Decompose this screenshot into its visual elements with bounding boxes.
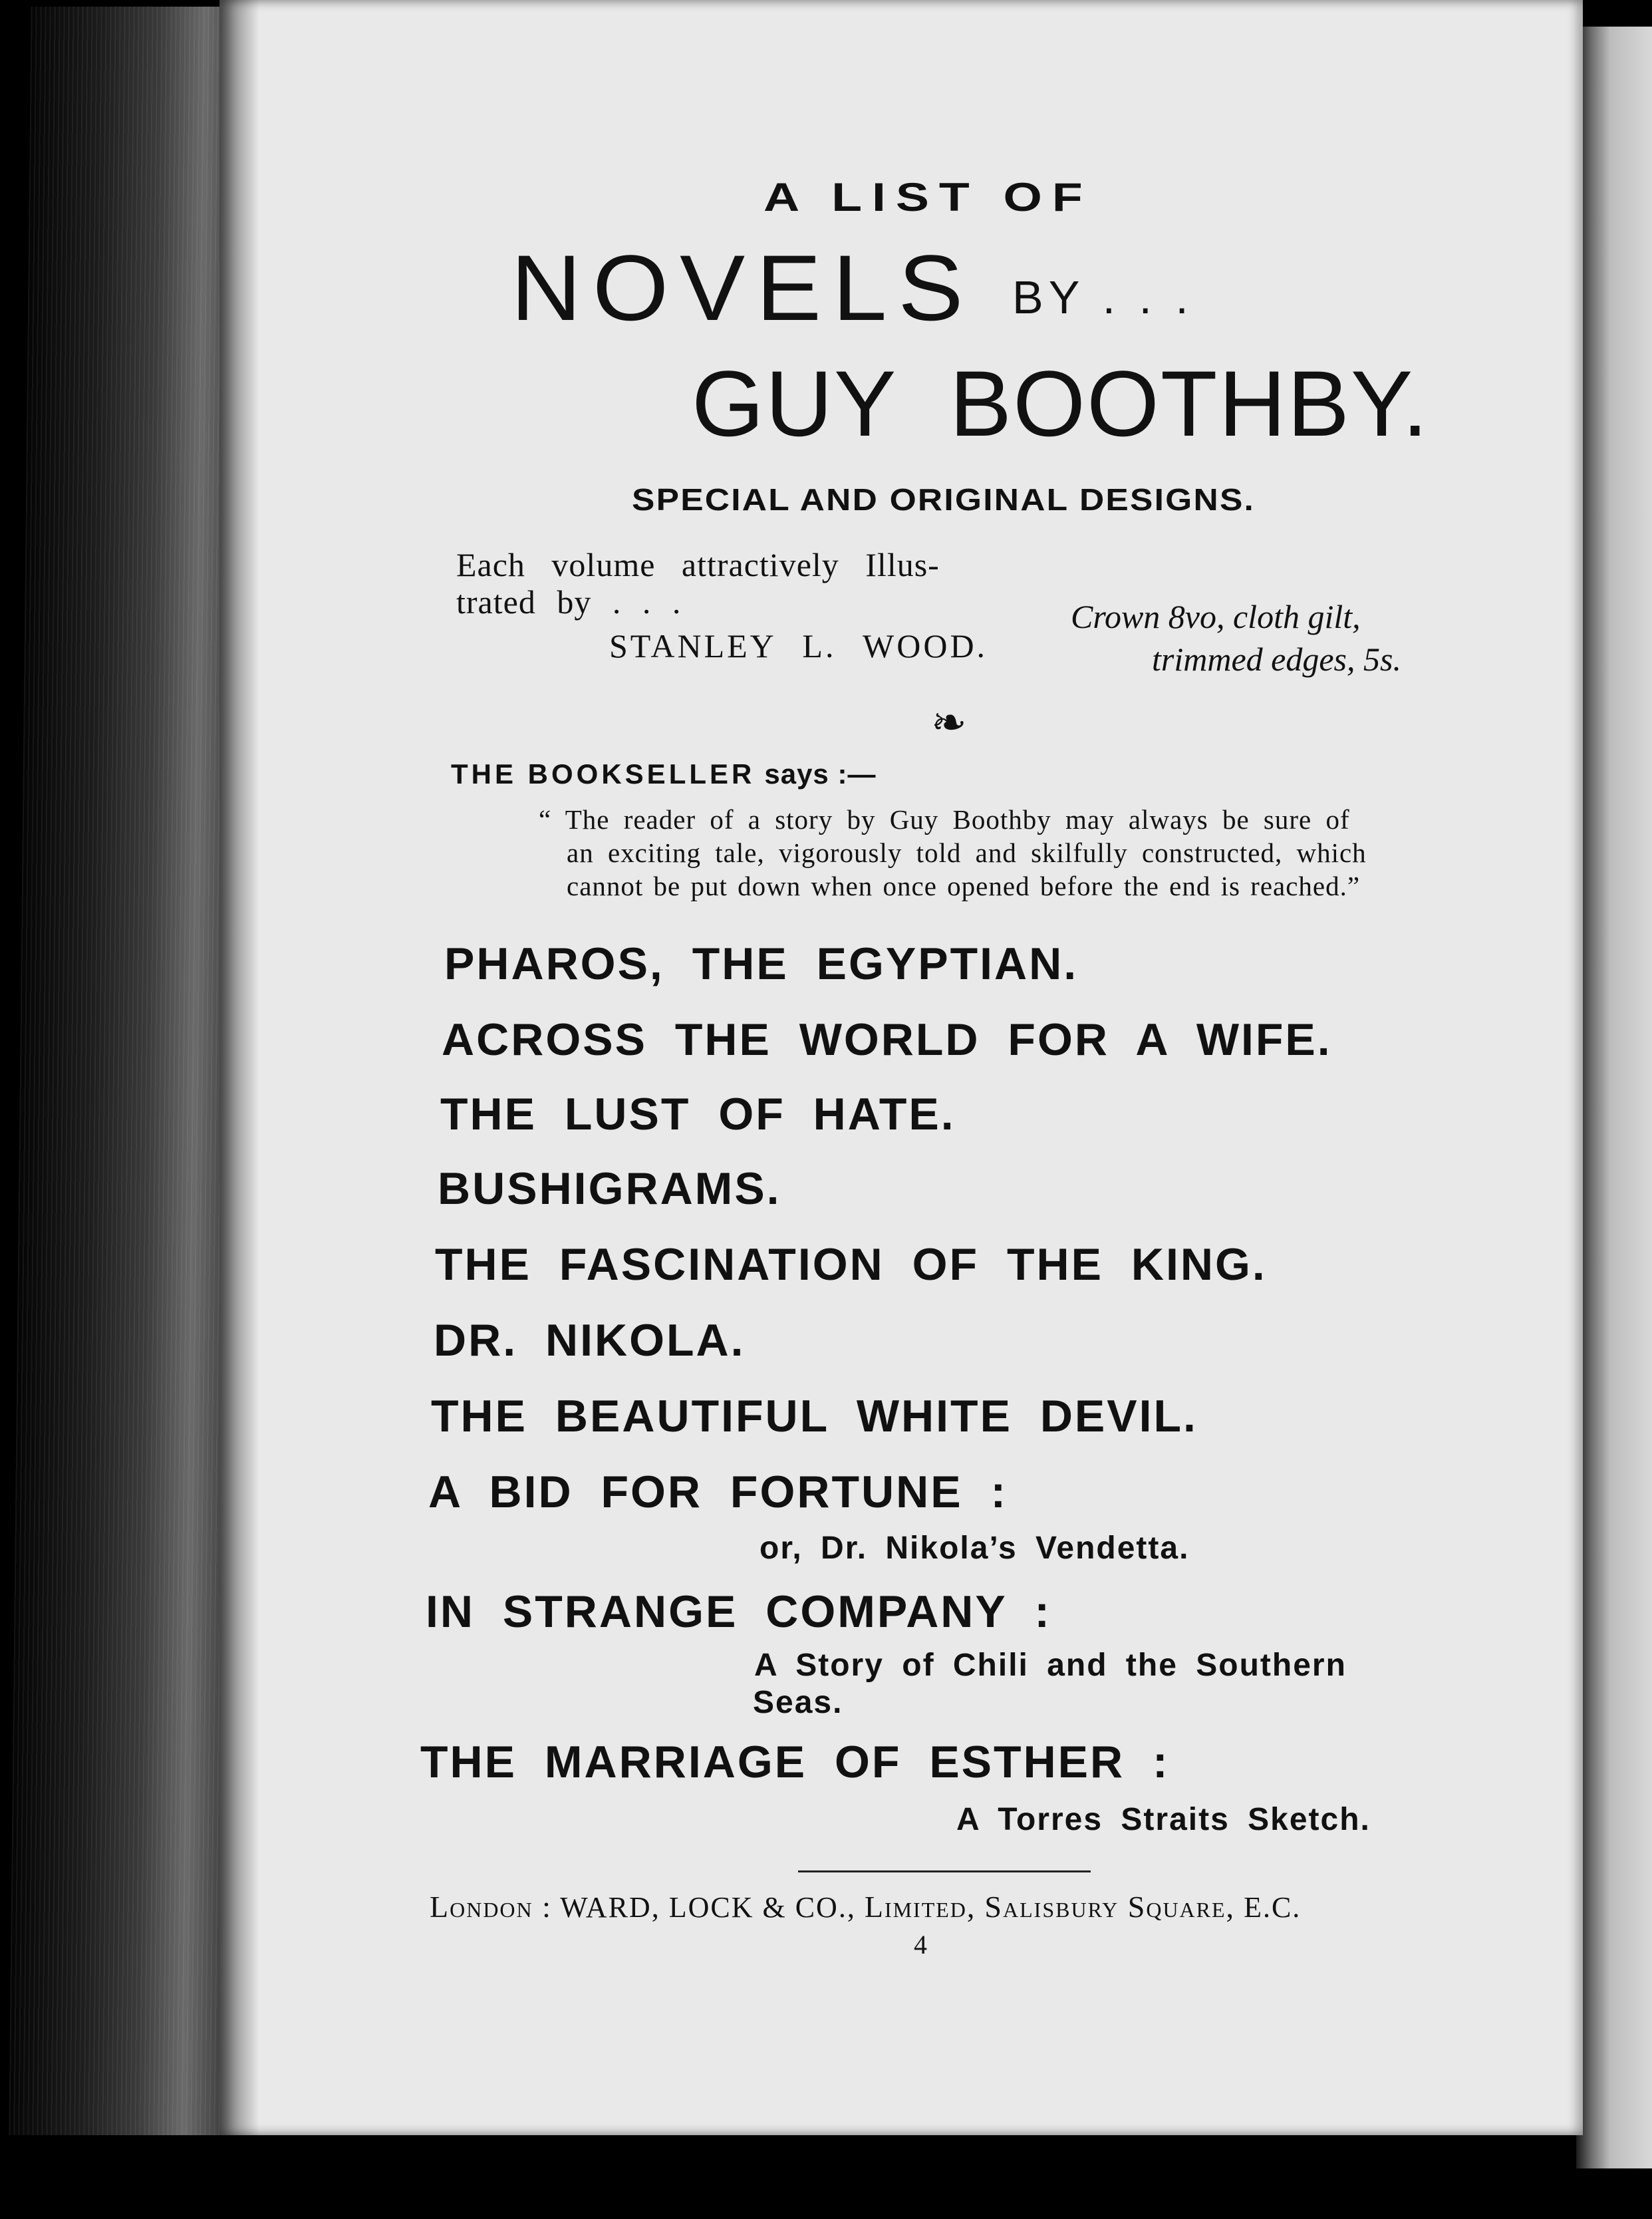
heading-novels: NOVELS xyxy=(511,235,975,340)
illustration-line-1: Each volume attractively Illus- xyxy=(456,546,940,583)
novel-title: ACROSS THE WORLD FOR A WIFE. xyxy=(442,1014,1332,1065)
novel-title: A BID FOR FORTUNE : xyxy=(428,1467,1008,1517)
heading-by: BY . . . xyxy=(1012,271,1194,323)
divider-rule xyxy=(798,1870,1091,1872)
imprint-district: E.C. xyxy=(1244,1891,1302,1924)
fleuron-ornament: ❧ xyxy=(931,699,967,746)
heading-list-of: A LIST OF xyxy=(763,175,1093,220)
page-number: 4 xyxy=(914,1930,927,1960)
publisher-imprint xyxy=(430,1889,1301,1924)
novel-title: BUSHIGRAMS. xyxy=(438,1163,781,1214)
format-line-2: trimmed edges, 5s. xyxy=(1152,641,1401,678)
novel-title: DR. NIKOLA. xyxy=(434,1315,746,1366)
novel-title: THE LUST OF HATE. xyxy=(440,1089,956,1139)
novel-title: PHAROS, THE EGYPTIAN. xyxy=(444,939,1079,989)
format-line-1: Crown 8vo, cloth gilt, xyxy=(1071,598,1361,635)
review-quote-line: cannot be put down when once opened before the end is reached.” xyxy=(567,871,1361,901)
novel-subtitle: Seas. xyxy=(753,1685,843,1720)
imprint-london: London : xyxy=(430,1890,552,1924)
illustration-line-2: trated by . . . xyxy=(456,583,682,621)
novel-title: THE MARRIAGE OF ESTHER : xyxy=(420,1737,1170,1787)
heading-novels-line xyxy=(511,234,1194,342)
novel-subtitle: or, Dr. Nikola’s Vendetta. xyxy=(759,1531,1190,1566)
illustrator-name: STANLEY L. WOOD. xyxy=(609,627,988,665)
novel-title: THE BEAUTIFUL WHITE DEVIL. xyxy=(431,1391,1198,1441)
imprint-limited: Limited, xyxy=(864,1890,976,1924)
subheading: SPECIAL AND ORIGINAL DESIGNS. xyxy=(632,482,1256,517)
review-quote-line: an exciting tale, vigorously told and skilfully constructed, which xyxy=(567,837,1367,868)
review-says: says :— xyxy=(764,758,877,790)
novel-subtitle: A Story of Chili and the Southern xyxy=(754,1648,1347,1683)
author-name: GUY BOOTHBY. xyxy=(692,351,1430,456)
novel-subtitle: A Torres Straits Sketch. xyxy=(956,1802,1371,1837)
review-quote-line: “ The reader of a story by Guy Boothby may always be sure of xyxy=(539,804,1350,835)
novel-title: THE FASCINATION OF THE KING. xyxy=(435,1239,1267,1290)
novel-title: IN STRANGE COMPANY : xyxy=(426,1586,1052,1637)
review-source: THE BOOKSELLER xyxy=(451,758,756,790)
review-heading xyxy=(451,758,876,790)
imprint-address: Salisbury Square, xyxy=(984,1890,1236,1924)
imprint-publisher: WARD, LOCK & CO., xyxy=(560,1891,856,1924)
